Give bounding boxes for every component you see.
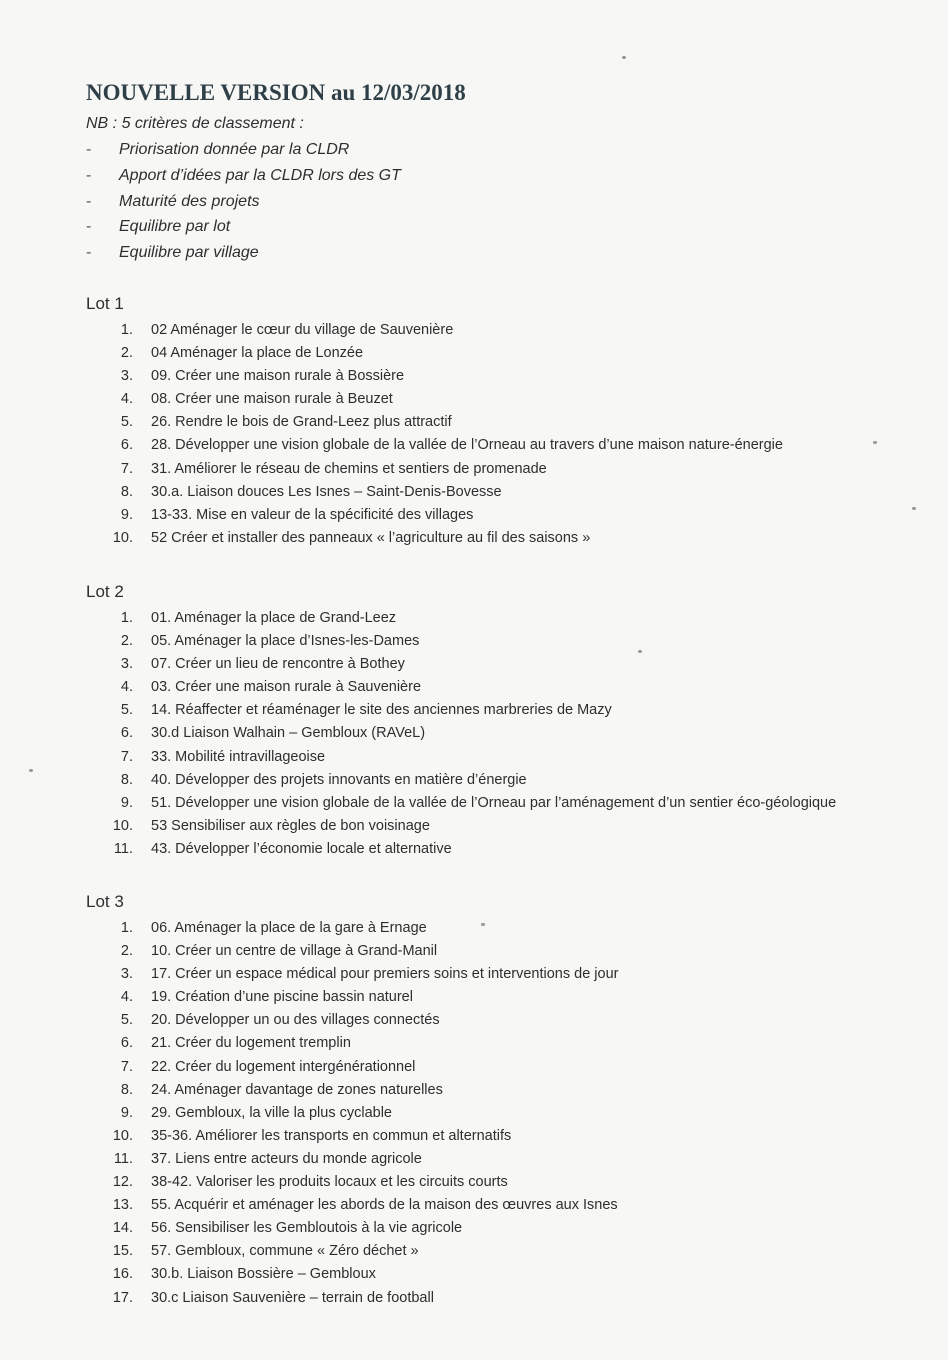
- list-item: [0, 1033, 948, 1056]
- item-number: 4.: [120, 679, 133, 696]
- criteria-text: Apport d’idées par la CLDR lors des GT: [119, 166, 401, 184]
- list-item: [0, 1057, 948, 1080]
- list-item: [0, 1218, 948, 1241]
- item-text: 51. Développer une vision globale de la vallée de l’Orneau par l’aménagement d’un sentier éco-géologique: [151, 794, 837, 811]
- scan-speck: [29, 769, 33, 772]
- list-item: [0, 1288, 948, 1311]
- document-title: NOUVELLE VERSION au 12/03/2018: [86, 80, 466, 105]
- list-item: [0, 700, 948, 723]
- list-item: [0, 1172, 948, 1195]
- item-number: 9.: [120, 1104, 133, 1121]
- criteria-text: Equilibre par village: [119, 244, 259, 262]
- list-item: [0, 793, 948, 816]
- item-text: 02 Aménager le cœur du village de Sauvenière: [151, 322, 454, 338]
- list-dash: -: [86, 166, 92, 184]
- item-text: 43. Développer l’économie locale et alternative: [151, 840, 452, 857]
- item-text: 37. Liens entre acteurs du monde agricole: [151, 1150, 422, 1167]
- item-number: 13.: [112, 1197, 133, 1214]
- item-number: 9.: [120, 506, 133, 523]
- item-text: 30.a. Liaison douces Les Isnes – Saint-Denis-Bovesse: [151, 483, 502, 500]
- item-number: 8.: [120, 771, 133, 788]
- item-text: 22. Créer du logement intergénérationnel: [151, 1058, 416, 1075]
- item-text: 35-36. Améliorer les transports en commun et alternatifs: [151, 1127, 512, 1144]
- item-number: 8.: [120, 483, 133, 500]
- item-number: 1.: [120, 610, 133, 626]
- item-number: 6.: [120, 437, 133, 454]
- item-text: 28. Développer une vision globale de la vallée de l’Orneau au travers d’une maison nature-énergie: [151, 437, 783, 454]
- item-text: 19. Création d’une piscine bassin naturel: [151, 989, 413, 1006]
- item-number: 6.: [120, 725, 133, 742]
- list-item: [0, 747, 948, 770]
- item-text: 21. Créer du logement tremplin: [151, 1035, 351, 1052]
- item-text: 09. Créer une maison rurale à Bossière: [151, 368, 405, 385]
- item-number: 2.: [120, 345, 133, 362]
- item-text: 56. Sensibiliser les Gembloutois à la vie agricole: [151, 1220, 463, 1237]
- lot-title: Lot 1: [86, 294, 124, 313]
- lot-title: Lot 2: [86, 582, 124, 601]
- item-text: 13-33. Mise en valeur de la spécificité des villages: [151, 506, 474, 523]
- item-text: 33. Mobilité intravillageoise: [151, 748, 326, 765]
- criteria-text: Equilibre par lot: [119, 218, 231, 236]
- list-item: [0, 723, 948, 746]
- item-number: 4.: [120, 989, 133, 1006]
- list-item: [0, 1103, 948, 1126]
- item-number: 7.: [120, 748, 133, 765]
- item-number: 16.: [112, 1266, 133, 1283]
- item-number: 2.: [120, 633, 133, 650]
- list-item: [0, 839, 948, 862]
- list-item: [0, 459, 948, 482]
- list-dash: -: [86, 218, 92, 236]
- list-item: [0, 1126, 948, 1149]
- item-text: 10. Créer un centre de village à Grand-Manil: [151, 943, 438, 960]
- item-text: 53 Sensibiliser aux règles de bon voisinage: [151, 817, 430, 834]
- list-item: [0, 366, 948, 389]
- item-text: 03. Créer une maison rurale à Sauvenière: [151, 679, 422, 696]
- item-number: 7.: [120, 460, 133, 477]
- item-text: 26. Rendre le bois de Grand-Leez plus attractif: [151, 414, 452, 431]
- list-item: [0, 435, 948, 458]
- item-number: 10.: [112, 529, 133, 546]
- scan-speck: [622, 56, 626, 59]
- list-item: [0, 816, 948, 839]
- item-number: 11.: [113, 1150, 133, 1167]
- lot-project-list: [0, 918, 948, 1311]
- item-number: 1.: [120, 920, 133, 936]
- item-text: 24. Aménager davantage de zones naturelles: [151, 1081, 443, 1098]
- list-item: [0, 631, 948, 654]
- item-number: 10.: [112, 1127, 133, 1144]
- item-text: 29. Gembloux, la ville la plus cyclable: [151, 1104, 392, 1121]
- item-text: 38-42. Valoriser les produits locaux et les circuits courts: [151, 1174, 508, 1191]
- item-text: 08. Créer une maison rurale à Beuzet: [151, 391, 393, 408]
- list-item: [0, 987, 948, 1010]
- list-item: [0, 1149, 948, 1172]
- item-text: 40. Développer des projets innovants en matière d’énergie: [151, 771, 527, 788]
- item-number: 5.: [120, 414, 133, 431]
- item-text: 04 Aménager la place de Lonzée: [151, 345, 364, 362]
- list-item: [0, 389, 948, 412]
- item-number: 4.: [120, 391, 133, 408]
- list-dash: -: [86, 192, 92, 210]
- list-item: [0, 654, 948, 677]
- item-number: 5.: [120, 1012, 133, 1029]
- item-number: 3.: [120, 966, 133, 983]
- item-number: 8.: [120, 1081, 133, 1098]
- item-number: 12.: [112, 1174, 133, 1191]
- list-item: [0, 1080, 948, 1103]
- list-item: [0, 528, 948, 551]
- list-item: [0, 770, 948, 793]
- item-text: 52 Créer et installer des panneaux « l’agriculture au fil des saisons »: [151, 529, 591, 546]
- scan-speck: [481, 923, 485, 926]
- item-text: 17. Créer un espace médical pour premiers soins et interventions de jour: [151, 966, 619, 983]
- lot-project-list: [0, 320, 948, 551]
- item-text: 57. Gembloux, commune « Zéro déchet »: [151, 1243, 419, 1260]
- item-text: 30.c Liaison Sauvenière – terrain de football: [151, 1289, 434, 1306]
- list-item: [0, 1241, 948, 1264]
- item-text: 14. Réaffecter et réaménager le site des anciennes marbreries de Mazy: [151, 702, 612, 719]
- item-number: 11.: [113, 840, 133, 857]
- list-item: [0, 1264, 948, 1287]
- item-number: 6.: [120, 1035, 133, 1052]
- item-number: 9.: [120, 794, 133, 811]
- list-item: [0, 505, 948, 528]
- item-text: 05. Aménager la place d’Isnes-les-Dames: [151, 633, 420, 650]
- list-item: [0, 941, 948, 964]
- item-number: 2.: [120, 943, 133, 960]
- criteria-intro: NB : 5 critères de classement :: [86, 115, 304, 132]
- item-text: 31. Améliorer le réseau de chemins et sentiers de promenade: [151, 460, 547, 477]
- item-text: 55. Acquérir et aménager les abords de la maison des œuvres aux Isnes: [151, 1197, 618, 1214]
- item-number: 14.: [112, 1220, 133, 1237]
- item-number: 1.: [120, 322, 133, 338]
- list-item: [0, 964, 948, 987]
- list-item: [0, 343, 948, 366]
- list-item: [0, 1010, 948, 1033]
- item-number: 15.: [112, 1243, 133, 1260]
- lot-title: Lot 3: [86, 892, 124, 911]
- item-number: 10.: [112, 817, 133, 834]
- list-item: [0, 608, 948, 631]
- item-text: 30.d Liaison Walhain – Gembloux (RAVeL): [151, 725, 426, 742]
- criteria-text: Maturité des projets: [119, 192, 260, 210]
- item-number: 7.: [120, 1058, 133, 1075]
- item-number: 3.: [120, 368, 133, 385]
- scan-speck: [912, 507, 916, 510]
- item-number: 5.: [120, 702, 133, 719]
- list-item: [0, 677, 948, 700]
- item-number: 17.: [112, 1289, 133, 1306]
- list-item: [0, 918, 948, 941]
- item-text: 07. Créer un lieu de rencontre à Bothey: [151, 656, 405, 673]
- lot-project-list: [0, 608, 948, 862]
- list-item: [0, 482, 948, 505]
- list-item: [0, 320, 948, 343]
- item-text: 30.b. Liaison Bossière – Gembloux: [151, 1266, 376, 1283]
- list-dash: -: [86, 141, 92, 158]
- list-dash: -: [86, 244, 92, 262]
- scan-speck: [638, 650, 642, 653]
- item-text: 20. Développer un ou des villages connectés: [151, 1012, 440, 1029]
- list-item: [0, 1195, 948, 1218]
- scan-speck: [873, 441, 877, 444]
- item-number: 3.: [120, 656, 133, 673]
- criteria-text: Priorisation donnée par la CLDR: [119, 141, 350, 158]
- item-text: 06. Aménager la place de la gare à Ernage: [151, 920, 427, 936]
- list-item: [0, 412, 948, 435]
- item-text: 01. Aménager la place de Grand-Leez: [151, 610, 397, 626]
